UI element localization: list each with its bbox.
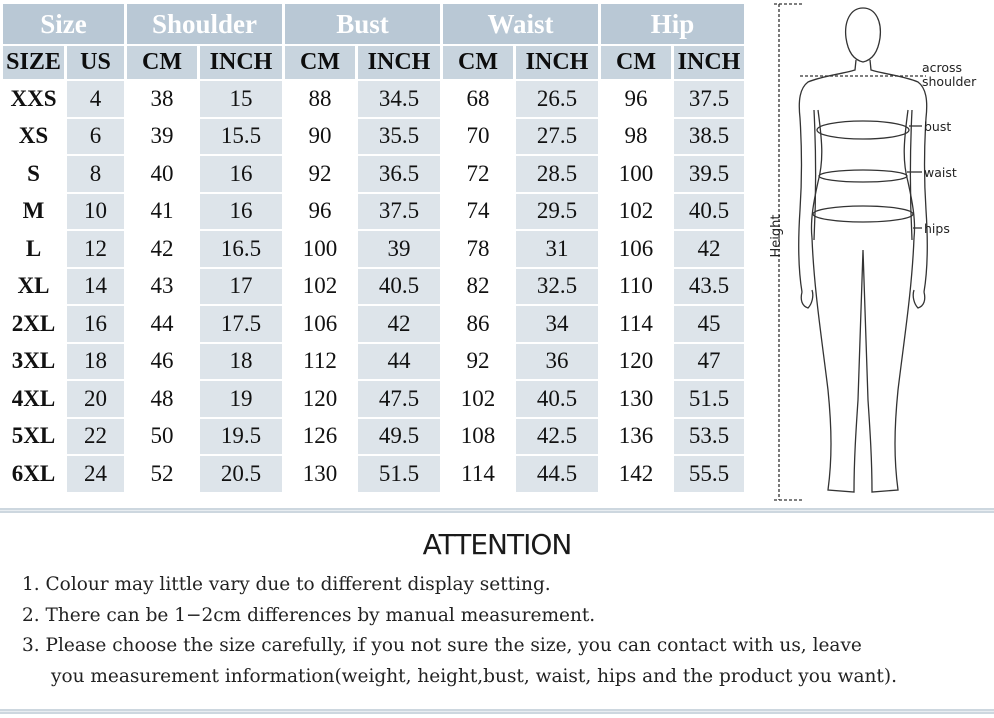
value-cell: 72 — [443, 156, 513, 192]
value-cell: 52 — [127, 456, 197, 492]
unit-header: US — [67, 46, 124, 79]
size-row — [3, 419, 744, 455]
value-cell: 39.5 — [674, 156, 744, 192]
value-cell: 34.5 — [358, 81, 440, 117]
size-row — [3, 156, 744, 192]
value-cell: 100 — [601, 156, 671, 192]
figure-waist-band — [819, 170, 907, 182]
value-cell: 38.5 — [674, 119, 744, 155]
value-cell: 32.5 — [516, 269, 598, 305]
size-row — [3, 119, 744, 155]
value-cell: 40.5 — [358, 269, 440, 305]
value-cell: 44.5 — [516, 456, 598, 492]
value-cell: 102 — [285, 269, 355, 305]
figure-hip-band — [813, 206, 913, 222]
note-item: 2. There can be 1−2cm differences by manual measurement. — [22, 604, 596, 626]
value-cell: 130 — [285, 456, 355, 492]
value-cell: 8 — [67, 156, 124, 192]
shoulder-label: shoulder — [922, 74, 977, 89]
size-cell: XL — [3, 269, 64, 305]
value-cell: 24 — [67, 456, 124, 492]
unit-header: INCH — [516, 46, 598, 79]
size-row — [3, 456, 744, 492]
value-cell: 40.5 — [674, 194, 744, 230]
value-cell: 31 — [516, 231, 598, 267]
group-header-size: Size — [3, 4, 124, 44]
value-cell: 15 — [200, 81, 282, 117]
value-cell: 126 — [285, 419, 355, 455]
value-cell: 40 — [127, 156, 197, 192]
unit-header: CM — [285, 46, 355, 79]
size-cell: XXS — [3, 81, 64, 117]
value-cell: 16.5 — [200, 231, 282, 267]
value-cell: 120 — [601, 344, 671, 380]
attention-notes — [22, 570, 982, 692]
value-cell: 34 — [516, 306, 598, 342]
size-cell: 5XL — [3, 419, 64, 455]
note-item-continuation: you measurement information(weight, height,bust, waist, hips and the product you want). — [51, 665, 897, 687]
value-cell: 37.5 — [358, 194, 440, 230]
value-cell: 14 — [67, 269, 124, 305]
value-cell: 88 — [285, 81, 355, 117]
value-cell: 18 — [67, 344, 124, 380]
value-cell: 136 — [601, 419, 671, 455]
value-cell: 20.5 — [200, 456, 282, 492]
size-row — [3, 269, 744, 305]
size-row — [3, 344, 744, 380]
value-cell: 46 — [127, 344, 197, 380]
value-cell: 44 — [358, 344, 440, 380]
bottom-divider — [0, 709, 994, 714]
value-cell: 26.5 — [516, 81, 598, 117]
unit-header: SIZE — [3, 46, 64, 79]
unit-header-row — [3, 46, 744, 79]
value-cell: 37.5 — [674, 81, 744, 117]
size-cell: 4XL — [3, 381, 64, 417]
figure-waist — [811, 110, 914, 238]
value-cell: 102 — [443, 381, 513, 417]
value-cell: 39 — [358, 231, 440, 267]
value-cell: 45 — [674, 306, 744, 342]
group-header-waist: Waist — [443, 4, 598, 44]
value-cell: 39 — [127, 119, 197, 155]
value-cell: 43 — [127, 269, 197, 305]
group-header-bust: Bust — [285, 4, 440, 44]
value-cell: 29.5 — [516, 194, 598, 230]
across-label: across — [922, 60, 963, 75]
value-cell: 114 — [601, 306, 671, 342]
value-cell: 55.5 — [674, 456, 744, 492]
value-cell: 112 — [285, 344, 355, 380]
value-cell: 6 — [67, 119, 124, 155]
size-cell: S — [3, 156, 64, 192]
value-cell: 106 — [285, 306, 355, 342]
value-cell: 74 — [443, 194, 513, 230]
value-cell: 42 — [674, 231, 744, 267]
value-cell: 86 — [443, 306, 513, 342]
size-cell: XS — [3, 119, 64, 155]
value-cell: 106 — [601, 231, 671, 267]
value-cell: 19.5 — [200, 419, 282, 455]
value-cell: 16 — [200, 156, 282, 192]
size-table-body — [3, 81, 744, 492]
value-cell: 82 — [443, 269, 513, 305]
unit-header: INCH — [674, 46, 744, 79]
value-cell: 16 — [67, 306, 124, 342]
value-cell: 20 — [67, 381, 124, 417]
value-cell: 100 — [285, 231, 355, 267]
size-cell: 2XL — [3, 306, 64, 342]
value-cell: 92 — [443, 344, 513, 380]
value-cell: 40.5 — [516, 381, 598, 417]
value-cell: 43.5 — [674, 269, 744, 305]
unit-header: CM — [601, 46, 671, 79]
value-cell: 114 — [443, 456, 513, 492]
unit-header: INCH — [358, 46, 440, 79]
value-cell: 17 — [200, 269, 282, 305]
size-row — [3, 306, 744, 342]
value-cell: 47.5 — [358, 381, 440, 417]
size-row — [3, 81, 744, 117]
value-cell: 98 — [601, 119, 671, 155]
value-cell: 90 — [285, 119, 355, 155]
value-cell: 142 — [601, 456, 671, 492]
body-measurement-figure — [762, 0, 994, 505]
height-label: Height — [769, 214, 784, 258]
value-cell: 16 — [200, 194, 282, 230]
value-cell: 102 — [601, 194, 671, 230]
value-cell: 36.5 — [358, 156, 440, 192]
value-cell: 50 — [127, 419, 197, 455]
value-cell: 42.5 — [516, 419, 598, 455]
size-cell: M — [3, 194, 64, 230]
value-cell: 51.5 — [358, 456, 440, 492]
size-table — [0, 2, 747, 494]
size-row — [3, 231, 744, 267]
value-cell: 28.5 — [516, 156, 598, 192]
waist-label: waist — [924, 165, 957, 180]
attention-title: ATTENTION — [422, 528, 572, 561]
value-cell: 42 — [358, 306, 440, 342]
value-cell: 35.5 — [358, 119, 440, 155]
figure-head — [846, 8, 881, 62]
value-cell: 44 — [127, 306, 197, 342]
group-header-shoulder: Shoulder — [127, 4, 282, 44]
figure-legs — [812, 238, 914, 492]
value-cell: 47 — [674, 344, 744, 380]
value-cell: 38 — [127, 81, 197, 117]
unit-header: INCH — [200, 46, 282, 79]
value-cell: 10 — [67, 194, 124, 230]
value-cell: 4 — [67, 81, 124, 117]
size-row — [3, 381, 744, 417]
unit-header: CM — [127, 46, 197, 79]
value-cell: 68 — [443, 81, 513, 117]
value-cell: 70 — [443, 119, 513, 155]
value-cell: 110 — [601, 269, 671, 305]
size-cell: L — [3, 231, 64, 267]
value-cell: 120 — [285, 381, 355, 417]
group-header-row — [3, 4, 744, 44]
value-cell: 17.5 — [200, 306, 282, 342]
hips-label: hips — [924, 221, 950, 236]
value-cell: 27.5 — [516, 119, 598, 155]
value-cell: 78 — [443, 231, 513, 267]
size-cell: 3XL — [3, 344, 64, 380]
value-cell: 42 — [127, 231, 197, 267]
value-cell: 48 — [127, 381, 197, 417]
value-cell: 12 — [67, 231, 124, 267]
unit-header: CM — [443, 46, 513, 79]
group-header-hip: Hip — [601, 4, 744, 44]
figure-bust — [817, 121, 909, 139]
value-cell: 53.5 — [674, 419, 744, 455]
value-cell: 36 — [516, 344, 598, 380]
value-cell: 22 — [67, 419, 124, 455]
figure-hands — [801, 290, 925, 308]
value-cell: 108 — [443, 419, 513, 455]
value-cell: 41 — [127, 194, 197, 230]
value-cell: 92 — [285, 156, 355, 192]
value-cell: 96 — [285, 194, 355, 230]
value-cell: 18 — [200, 344, 282, 380]
size-row — [3, 194, 744, 230]
note-item: 1. Colour may little vary due to different display setting. — [22, 574, 551, 595]
value-cell: 96 — [601, 81, 671, 117]
value-cell: 130 — [601, 381, 671, 417]
size-cell: 6XL — [3, 456, 64, 492]
bust-label: bust — [924, 119, 952, 134]
figure-arm-inner — [814, 110, 912, 240]
value-cell: 49.5 — [358, 419, 440, 455]
value-cell: 51.5 — [674, 381, 744, 417]
top-divider — [0, 508, 994, 513]
value-cell: 19 — [200, 381, 282, 417]
value-cell: 15.5 — [200, 119, 282, 155]
note-item: 3. Please choose the size carefully, if you not sure the size, you can contact with us, leave — [22, 635, 862, 656]
